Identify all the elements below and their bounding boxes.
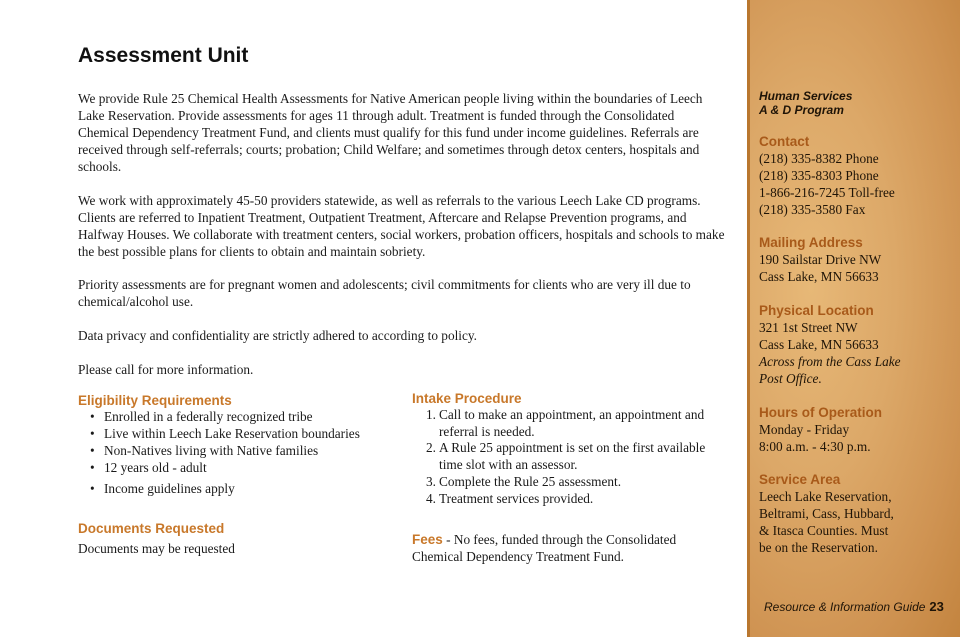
intake-heading: Intake Procedure — [412, 391, 522, 406]
documents-section — [78, 521, 398, 557]
priority-paragraph: Priority assessments are for pregnant women and adolescents; civil commitments for clients who are very ill due to chemical/alcohol use. — [78, 277, 691, 309]
list-item: 1. Call to make an appointment, an appointment and referral is needed. — [426, 407, 705, 439]
intake-steps — [412, 407, 730, 507]
list-item: • Non-Natives living with Native families — [78, 442, 398, 459]
list-item: • 12 years old - adult — [78, 459, 398, 476]
phone-1: (218) 335-8382 Phone — [759, 151, 879, 166]
documents-heading: Documents Requested — [78, 521, 225, 536]
physical-section: Physical Location 321 1st Street NW Cass Lake, MN 56633 Across from the Cass Lake Post Office. — [759, 302, 955, 387]
providers-paragraph: We work with approximately 45-50 providers statewide, as well as referrals to the various Leech Lake CD programs. Clients are referred to Inpatient Treatment, Outpatient Treatment, Aftercare and Relapse Prevention programs, and Halfway Houses. We collaborate with treatment centers, social workers, probation officers, hospitals and schools to make the best possible plans for clients to obtain and maintain sobriety. — [78, 193, 725, 259]
fees-text: Fees - No fees, funded through the Consolidated Chemical Dependency Treatment Fund. — [412, 532, 677, 564]
hours-section: Hours of Operation Monday - Friday 8:00 a.m. - 4:30 p.m. — [759, 404, 955, 455]
page-number: 23 — [929, 599, 944, 614]
toll-free: 1-866-216-7245 Toll-free — [759, 185, 895, 200]
list-item: • Enrolled in a federally recognized tribe — [78, 408, 398, 425]
mailing-heading: Mailing Address — [759, 235, 863, 250]
fees-label: Fees — [412, 532, 443, 547]
guide-title: Resource & Information Guide — [764, 600, 926, 614]
physical-heading: Physical Location — [759, 303, 874, 318]
service-heading: Service Area — [759, 472, 841, 487]
eligibility-section — [78, 393, 398, 497]
sidebar-edge — [747, 0, 750, 637]
intake-section — [412, 391, 730, 507]
eligibility-heading: Eligibility Requirements — [78, 393, 232, 408]
mailing-section: Mailing Address 190 Sailstar Drive NW Cass Lake, MN 56633 — [759, 234, 955, 285]
documents-text: Documents may be requested — [78, 541, 235, 556]
program-name: Human Services A & D Program — [759, 89, 853, 117]
fax: (218) 335-3580 Fax — [759, 202, 866, 217]
privacy-paragraph: Data privacy and confidentiality are strictly adhered to according to policy. — [78, 328, 477, 343]
contact-section — [759, 133, 955, 218]
list-item: 3. Complete the Rule 25 assessment. — [426, 473, 622, 489]
page-title: Assessment Unit — [78, 44, 249, 67]
list-item: 2. A Rule 25 appointment is set on the first available time slot with an assessor. — [426, 440, 706, 473]
list-item: 4. Treatment services provided. — [426, 490, 594, 506]
eligibility-list — [78, 408, 398, 497]
call-paragraph: Please call for more information. — [78, 362, 254, 377]
service-section: Service Area Leech Lake Reservation, Beltrami, Cass, Hubbard, & Itasca Counties. Must be on the Reservation. — [759, 471, 955, 556]
hours-heading: Hours of Operation — [759, 405, 883, 420]
list-item: • Income guidelines apply — [78, 480, 398, 497]
contact-heading: Contact — [759, 134, 810, 149]
intro-paragraph: We provide Rule 25 Chemical Health Assessments for Native American people living within the boundaries of Leech Lake Reservation. Provide assessments for ages 11 through adult. Treatment is funded through the Consolidated Chemical Dependency Treatment Fund, and clients must qualify for this fund under income guidelines. Referrals are received through self-referrals; courts; probation; Child Welfare; and sometimes through detox centers, hospitals and schools. — [78, 91, 703, 174]
phone-2: (218) 335-8303 Phone — [759, 168, 879, 183]
page-footer — [764, 599, 944, 614]
list-item: • Live within Leech Lake Reservation boundaries — [78, 425, 398, 442]
sidebar — [747, 0, 960, 637]
